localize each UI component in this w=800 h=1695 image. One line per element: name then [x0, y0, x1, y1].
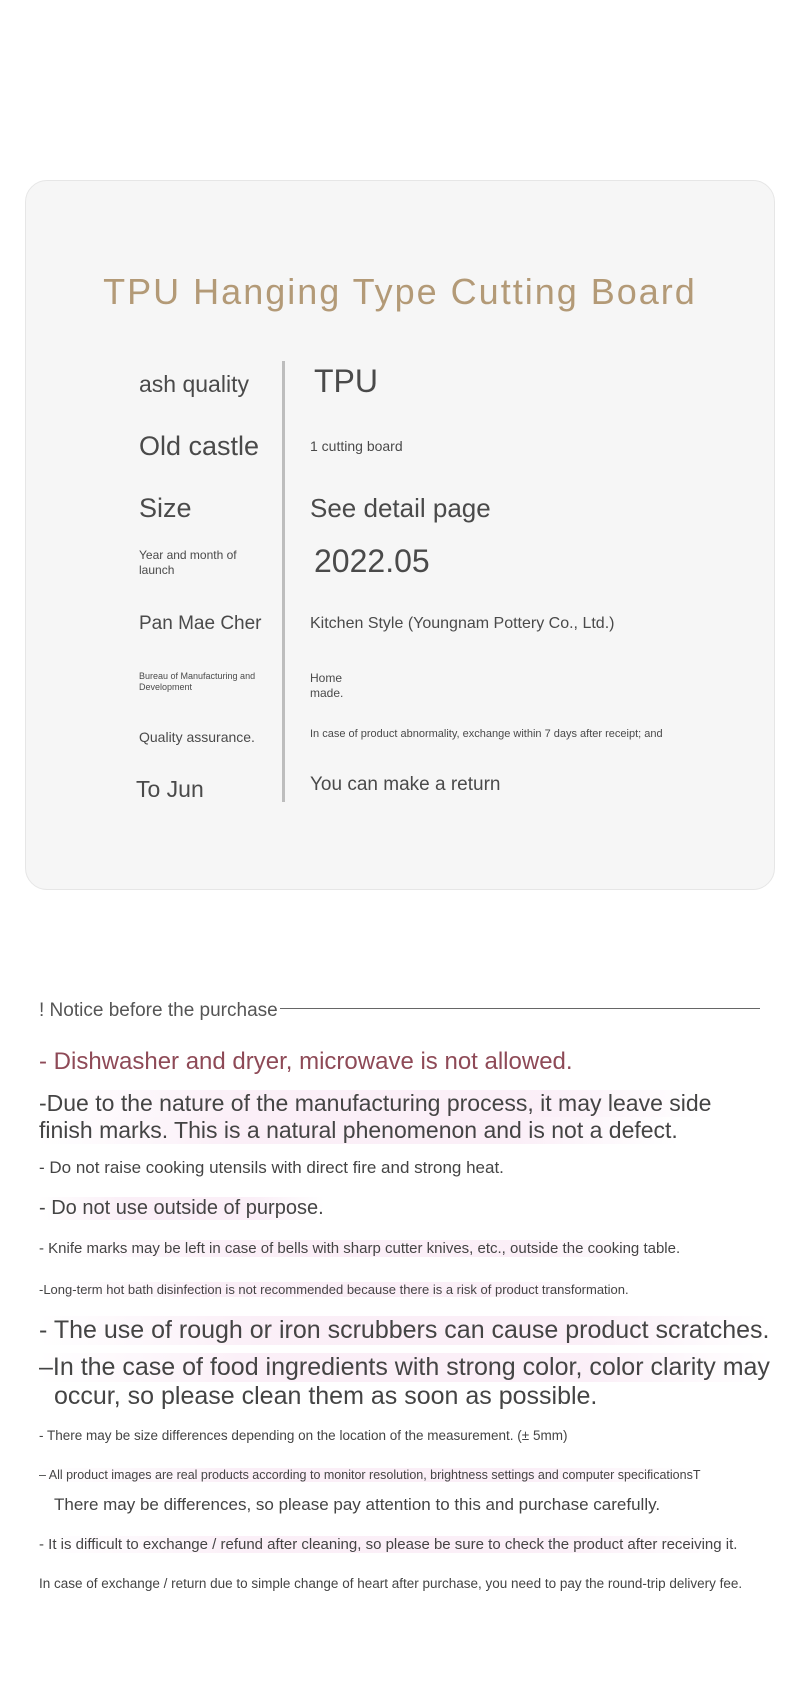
notice-item: In case of exchange / return due to simple change of heart after purchase, you need to pay the round-trip delivery fee.	[39, 1576, 743, 1591]
spec-value-return: You can make a return	[310, 774, 501, 795]
notice-item: - It is difficult to exchange / refund after cleaning, so please be sure to check the product after receiving it.	[39, 1536, 738, 1553]
notice-item: –In the case of food ingredients with strong color, color clarity may	[39, 1353, 770, 1381]
spec-value-manufacturer: Home made.	[310, 671, 344, 700]
notice-heading: ! Notice before the purchase	[39, 1000, 278, 1021]
spec-divider	[282, 361, 285, 802]
spec-label-manufacturer: Bureau of Manufacturing and Development	[139, 671, 256, 692]
spec-value-material: TPU	[314, 363, 378, 399]
spec-card	[25, 180, 775, 890]
spec-value-quality: In case of product abnormality, exchange within 7 days after receipt; and	[310, 728, 663, 740]
notice-item: – All product images are real products according to monitor resolution, brightness settings and computer specificationsT	[39, 1468, 701, 1482]
notice-item: - The use of rough or iron scrubbers can cause product scratches.	[39, 1316, 770, 1344]
product-title: TPU Hanging Type Cutting Board	[103, 271, 697, 312]
spec-label-composition: Old castle	[139, 431, 260, 461]
notice-divider	[280, 1008, 760, 1009]
notice-item: - Dishwasher and dryer, microwave is not allowed.	[39, 1048, 573, 1075]
spec-value-seller: Kitchen Style (Youngnam Pottery Co., Ltd.)	[310, 615, 615, 632]
spec-value-size: See detail page	[310, 493, 491, 523]
notice-item: - Do not use outside of purpose.	[39, 1197, 324, 1219]
spec-value-launch: 2022.05	[314, 543, 430, 579]
spec-value-composition: 1 cutting board	[310, 438, 403, 454]
notice-item: There may be differences, so please pay attention to this and purchase carefully.	[54, 1495, 661, 1514]
spec-label-launch: Year and month of launch	[139, 548, 237, 577]
spec-label-seller: Pan Mae Cher	[139, 613, 262, 634]
notice-item: -Long-term hot bath disinfection is not recommended because there is a risk of product transformation.	[39, 1282, 629, 1297]
notice-item: finish marks. This is a natural phenomenon and is not a defect.	[39, 1117, 678, 1143]
notice-item: occur, so please clean them as soon as possible.	[54, 1382, 598, 1410]
spec-label-material: ash quality	[139, 371, 249, 397]
notice-item: -Due to the nature of the manufacturing process, it may leave side	[39, 1090, 712, 1116]
spec-label-size: Size	[139, 493, 192, 523]
spec-label-quality: Quality assurance.	[139, 729, 255, 745]
notice-item: - There may be size differences depending on the location of the measurement. (± 5mm)	[39, 1428, 568, 1443]
spec-label-return: To Jun	[136, 776, 204, 802]
notice-item: - Do not raise cooking utensils with direct fire and strong heat.	[39, 1158, 504, 1177]
notice-item: - Knife marks may be left in case of bells with sharp cutter knives, etc., outside the cooking table.	[39, 1240, 681, 1257]
